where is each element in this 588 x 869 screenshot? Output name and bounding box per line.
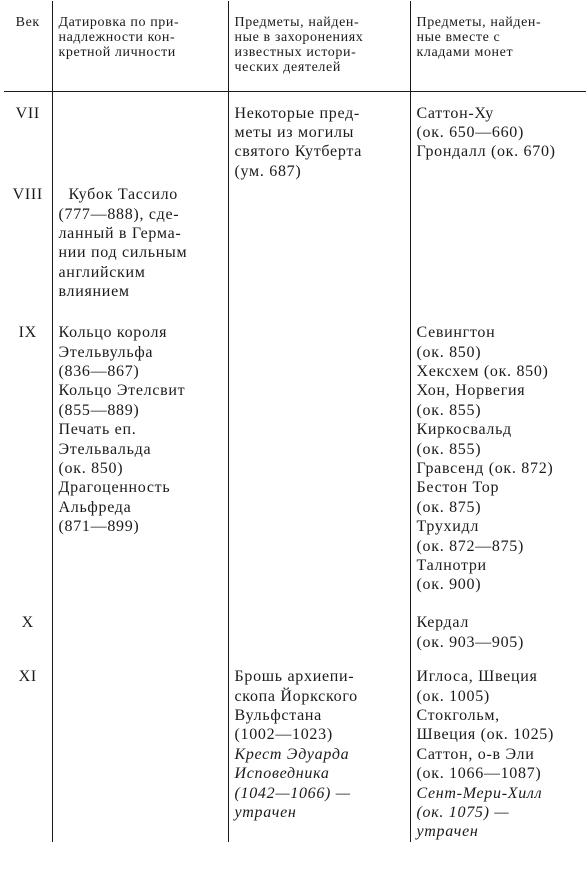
cell-line: Бестон Тор — [416, 479, 500, 497]
cell-line: английским — [58, 263, 146, 281]
table-row — [4, 655, 586, 842]
cell-line: Гравсенд (ок. 872) — [416, 459, 554, 477]
header-burials — [228, 1, 410, 91]
cell-line: (ок. 850) — [58, 459, 124, 477]
century-cell — [4, 601, 52, 655]
cell-line: Вульфстана — [234, 706, 322, 724]
cell-line: (ок. 850) — [416, 343, 482, 361]
header-century — [4, 1, 52, 91]
century-label: XI — [18, 668, 37, 686]
table-row — [4, 91, 586, 181]
header-line: кретной личности — [58, 45, 176, 60]
dated-cell — [52, 601, 228, 655]
century-cell — [4, 655, 52, 842]
header-line: Датировка по при- — [58, 15, 180, 30]
cell-line: (ок. 1005) — [416, 687, 490, 705]
cell-line: (777—888), сде- — [58, 205, 180, 223]
header-row — [4, 1, 586, 91]
header-hoards — [410, 1, 586, 91]
cell-line: меты из могилы — [234, 123, 355, 141]
cell-line: Печать еп. — [58, 421, 137, 439]
cell-line: Кольцо короля — [58, 324, 168, 342]
cell-line: Киркосвальд — [416, 421, 512, 439]
cell-line: (ок. 1066—1087) — [416, 765, 542, 783]
table-row — [4, 311, 586, 601]
cell-line: Драгоценность — [58, 479, 171, 497]
dated-cell — [52, 655, 228, 842]
cell-line-italic: (1042—1066) — — [234, 784, 351, 802]
cell-line: Хексхем (ок. 850) — [416, 362, 549, 380]
century-cell — [4, 311, 52, 601]
dated-cell — [52, 181, 228, 311]
header-line: надлежности кон- — [58, 30, 176, 45]
cell-line-italic: Исповедника — [234, 765, 330, 783]
cell-line: (ок. 855) — [416, 440, 482, 458]
cell-line: Кольцо Этелсвит — [58, 382, 186, 400]
header-line: Предметы, найден- — [416, 15, 542, 30]
cell-line: влиянием — [58, 283, 130, 301]
cell-line: Кубок Тассило — [68, 186, 178, 204]
century-label: IX — [18, 324, 37, 342]
century-cell — [4, 181, 52, 311]
table-row — [4, 601, 586, 655]
header-dated — [52, 1, 228, 91]
chronology-table — [4, 1, 586, 842]
cell-line: Альфреда — [58, 498, 132, 516]
cell-line: Этельвульфа — [58, 343, 154, 361]
cell-line: Швеция (ок. 1025) — [416, 726, 555, 744]
header-line: ные вместе с — [416, 30, 501, 45]
cell-line-italic: Крест Эдуарда — [234, 745, 350, 763]
hoards-cell — [410, 655, 586, 842]
header-line: кладами монет — [416, 45, 514, 60]
century-label: VIII — [12, 186, 43, 204]
cell-line: Брошь архиепи- — [234, 668, 355, 686]
header-line: Предметы, найден- — [234, 15, 360, 30]
cell-line: (ок. 650—660) — [416, 123, 525, 141]
cell-line: нии под сильным — [58, 244, 188, 262]
cell-line: Трухидл — [416, 518, 480, 536]
header-line: известных истори- — [234, 45, 357, 60]
table-row — [4, 181, 586, 311]
header-line: ческих деятелей — [234, 60, 341, 75]
cell-line: Хон, Норвегия — [416, 382, 526, 400]
burials-cell — [228, 601, 410, 655]
cell-line: Иглоса, Швеция — [416, 668, 538, 686]
burials-cell — [228, 655, 410, 842]
cell-line: святого Кутберта — [234, 143, 363, 161]
cell-line: (ок. 872—875) — [416, 537, 525, 555]
burials-cell — [228, 181, 410, 311]
dated-cell — [52, 311, 228, 601]
hoards-cell — [410, 181, 586, 311]
cell-line: (ок. 875) — [416, 498, 482, 516]
cell-line: (ум. 687) — [234, 162, 302, 180]
cell-line: Кердал — [416, 614, 470, 632]
cell-line-italic: утрачен — [416, 823, 479, 841]
cell-line: Стокгольм, — [416, 706, 500, 724]
cell-line: (ок. 903—905) — [416, 633, 525, 651]
century-cell — [4, 91, 52, 181]
cell-line-italic: (ок. 1075) — — [416, 803, 510, 821]
burials-cell — [228, 311, 410, 601]
dated-cell — [52, 91, 228, 181]
century-label: VII — [15, 104, 40, 122]
cell-line: Талнотри — [416, 557, 487, 574]
hoards-cell — [410, 601, 586, 655]
hoards-cell — [410, 91, 586, 181]
header-century-label: Век — [15, 15, 40, 30]
cell-line: (ок. 900) — [416, 576, 482, 594]
header-line: ные в захоронениях — [234, 30, 364, 45]
cell-line: Саттон, о-в Эли — [416, 745, 535, 763]
cell-line: Саттон-Ху — [416, 104, 494, 122]
cell-line: (855—889) — [58, 401, 140, 419]
cell-line: Некоторые пред- — [234, 104, 360, 122]
cell-line: Севингтон — [416, 324, 496, 342]
hoards-cell — [410, 311, 586, 601]
cell-line-italic: Сент-Мери-Хилл — [416, 784, 543, 802]
cell-line: (871—899) — [58, 518, 140, 536]
cell-line: скопа Йоркского — [234, 687, 358, 705]
century-label: X — [21, 614, 34, 632]
cell-line: (836—867) — [58, 362, 140, 380]
cell-line-italic: утрачен — [234, 803, 297, 821]
cell-line: Грондалл (ок. 670) — [416, 143, 556, 161]
cell-line: (1002—1023) — [234, 726, 333, 744]
cell-line: Этельвальда — [58, 440, 152, 458]
burials-cell — [228, 91, 410, 181]
cell-line: (ок. 855) — [416, 401, 482, 419]
cell-line: ланный в Герма- — [58, 224, 182, 242]
